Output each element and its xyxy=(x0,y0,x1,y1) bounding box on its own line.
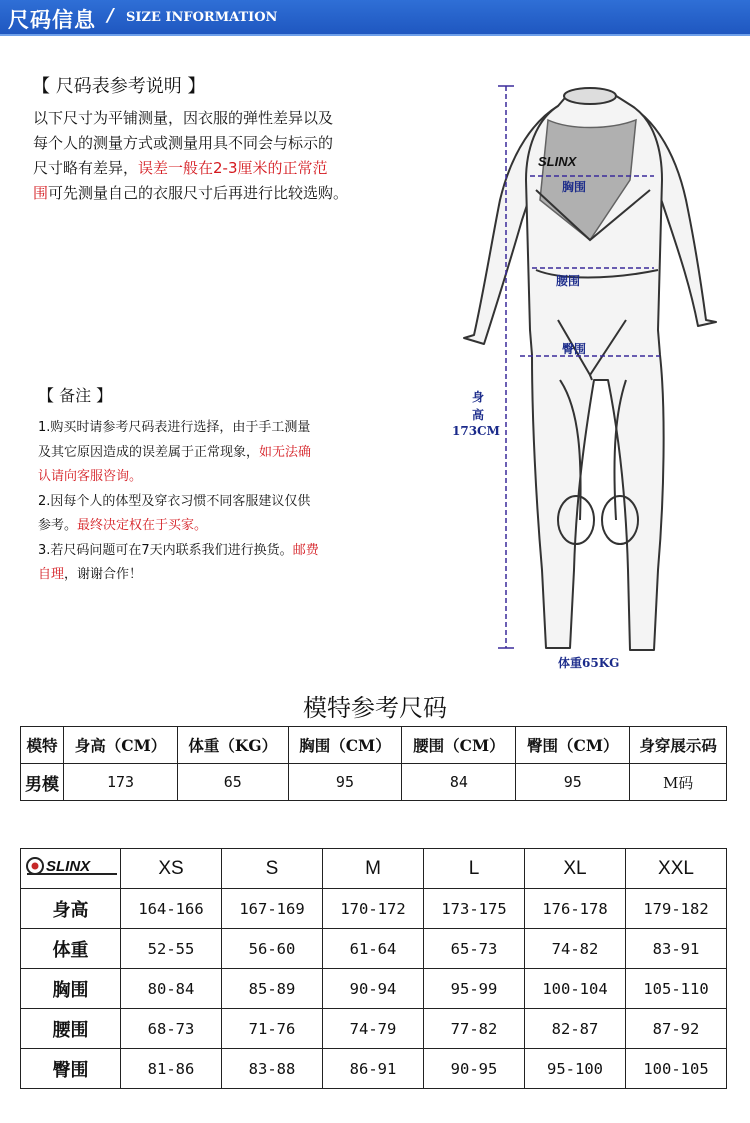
size-cell: 52-55 xyxy=(121,929,222,969)
model-header-cell: 臀围（CM） xyxy=(516,727,630,764)
reference-line-3-text: 尺寸略有差异， xyxy=(33,159,139,177)
notes-heading: 【 备注 】 xyxy=(38,386,113,405)
reference-line-2: 每个人的测量方式或测量用具不同会与标示的 xyxy=(33,134,334,152)
brand-logo-cell xyxy=(21,849,121,889)
size-cell: 167-169 xyxy=(222,889,323,929)
size-chart-table xyxy=(20,848,727,1089)
size-header-l: L xyxy=(424,849,525,889)
size-row-weight xyxy=(21,929,727,969)
model-cell: 95 xyxy=(288,764,402,801)
size-row-label: 身高 xyxy=(21,889,121,929)
header-title-en: SIZE INFORMATION xyxy=(126,10,278,25)
label-height-1: 身 xyxy=(472,390,485,404)
reference-line-3 xyxy=(33,156,433,181)
brand-logo xyxy=(25,855,117,877)
notes-list xyxy=(38,416,398,588)
label-height-2: 高 xyxy=(472,408,485,422)
size-cell: 87-92 xyxy=(626,1009,727,1049)
note-2-red: 最终决定权在于买家。 xyxy=(77,518,208,533)
size-header-xs: XS xyxy=(121,849,222,889)
reference-line-1: 以下尺寸为平铺测量，因衣服的弹性差异以及 xyxy=(33,109,334,127)
header-slash: / xyxy=(107,5,114,26)
size-row-waist xyxy=(21,1009,727,1049)
size-cell: 74-79 xyxy=(323,1009,424,1049)
collar xyxy=(564,88,616,104)
size-cell: 83-91 xyxy=(626,929,727,969)
model-table xyxy=(20,726,727,801)
size-cell: 173-175 xyxy=(424,889,525,929)
size-row-hip xyxy=(21,1049,727,1089)
header-divider xyxy=(0,34,750,36)
section-header xyxy=(0,0,750,34)
note-3-text: 3.若尺码问题可在7天内联系我们进行换货。 xyxy=(38,542,293,558)
size-cell: 90-95 xyxy=(424,1049,525,1089)
model-cell: 84 xyxy=(402,764,516,801)
model-cell: 65 xyxy=(178,764,288,801)
note-1-text: 及其它原因造成的误差属于正常现象， xyxy=(38,444,260,460)
model-cell: 95 xyxy=(516,764,630,801)
size-cell: 100-105 xyxy=(626,1049,727,1089)
model-table-title: 模特参考尺码 xyxy=(303,694,447,722)
note-2-text: 参考。 xyxy=(38,518,78,533)
note-1-line-1: 1.购买时请参考尺码表进行选择，由于手工测量 xyxy=(38,420,311,435)
chest-brand-text: SLINX xyxy=(538,154,577,169)
size-header-xxl: XXL xyxy=(626,849,727,889)
reference-line-4-text: 可先测量自己的衣服尺寸后再进行比较选购。 xyxy=(48,184,349,202)
size-cell: 68-73 xyxy=(121,1009,222,1049)
size-cell: 65-73 xyxy=(424,929,525,969)
size-cell: 90-94 xyxy=(323,969,424,1009)
label-weight: 体重65KG xyxy=(558,656,620,670)
note-1-line-2 xyxy=(38,441,398,466)
size-cell: 82-87 xyxy=(525,1009,626,1049)
size-cell: 176-178 xyxy=(525,889,626,929)
size-header-m: M xyxy=(323,849,424,889)
wetsuit-figure xyxy=(440,80,740,680)
reference-line-4 xyxy=(33,181,433,206)
label-chest: 胸围 xyxy=(562,180,587,194)
model-cell: M码 xyxy=(630,764,727,801)
size-cell: 71-76 xyxy=(222,1009,323,1049)
note-2-line-2 xyxy=(38,514,398,539)
size-cell: 105-110 xyxy=(626,969,727,1009)
size-row-label: 体重 xyxy=(21,929,121,969)
model-header-cell: 模特 xyxy=(21,727,64,764)
wetsuit-illustration xyxy=(440,80,740,680)
label-waist: 腰围 xyxy=(556,274,581,288)
size-cell: 179-182 xyxy=(626,889,727,929)
size-cell: 74-82 xyxy=(525,929,626,969)
note-2-line-1: 2.因每个人的体型及穿衣习惯不同客服建议仅供 xyxy=(38,493,311,509)
model-header-cell: 腰围（CM） xyxy=(402,727,516,764)
note-1-red: 如无法确 xyxy=(259,444,312,460)
size-row-label: 腰围 xyxy=(21,1009,121,1049)
model-header-cell: 胸围（CM） xyxy=(288,727,402,764)
reference-line-4-red: 围 xyxy=(33,184,49,202)
model-header-cell: 身穿展示码 xyxy=(630,727,727,764)
size-cell: 56-60 xyxy=(222,929,323,969)
size-row-label: 胸围 xyxy=(21,969,121,1009)
model-header-cell: 身高（CM） xyxy=(64,727,178,764)
reference-line-3-red: 误差一般在2-3厘米的正常范 xyxy=(138,159,328,177)
size-cell: 77-82 xyxy=(424,1009,525,1049)
size-cell: 83-88 xyxy=(222,1049,323,1089)
model-table-row xyxy=(21,764,727,801)
note-3-red-2: 自理 xyxy=(38,567,65,582)
note-1-line-3: 认请向客服咨询。 xyxy=(38,469,143,484)
size-row-label: 臀围 xyxy=(21,1049,121,1089)
model-cell: 173 xyxy=(64,764,178,801)
size-cell: 86-91 xyxy=(323,1049,424,1089)
size-cell: 95-100 xyxy=(525,1049,626,1089)
header-title-cn: 尺码信息 xyxy=(8,7,96,32)
label-height-value: 173CM xyxy=(452,424,500,438)
size-header-s: S xyxy=(222,849,323,889)
reference-paragraph xyxy=(33,106,433,206)
brand-logo-text: SLINX xyxy=(45,857,90,875)
note-3-line-1 xyxy=(38,539,398,564)
model-header-cell: 体重（KG） xyxy=(178,727,288,764)
label-hip: 臀围 xyxy=(562,342,587,356)
note-3-red: 邮费 xyxy=(292,542,319,558)
model-row-label: 男模 xyxy=(21,764,64,801)
model-table-header-row xyxy=(21,727,727,764)
size-cell: 170-172 xyxy=(323,889,424,929)
size-header-row xyxy=(21,849,727,889)
size-cell: 61-64 xyxy=(323,929,424,969)
size-cell: 85-89 xyxy=(222,969,323,1009)
size-row-chest xyxy=(21,969,727,1009)
size-cell: 95-99 xyxy=(424,969,525,1009)
size-header-xl: XL xyxy=(525,849,626,889)
size-cell: 80-84 xyxy=(121,969,222,1009)
note-3-text-2: ，谢谢合作！ xyxy=(64,567,143,582)
note-3-line-2 xyxy=(38,563,398,588)
reference-heading: 【 尺码表参考说明 】 xyxy=(32,76,206,97)
size-cell: 81-86 xyxy=(121,1049,222,1089)
size-row-height xyxy=(21,889,727,929)
size-cell: 100-104 xyxy=(525,969,626,1009)
size-cell: 164-166 xyxy=(121,889,222,929)
